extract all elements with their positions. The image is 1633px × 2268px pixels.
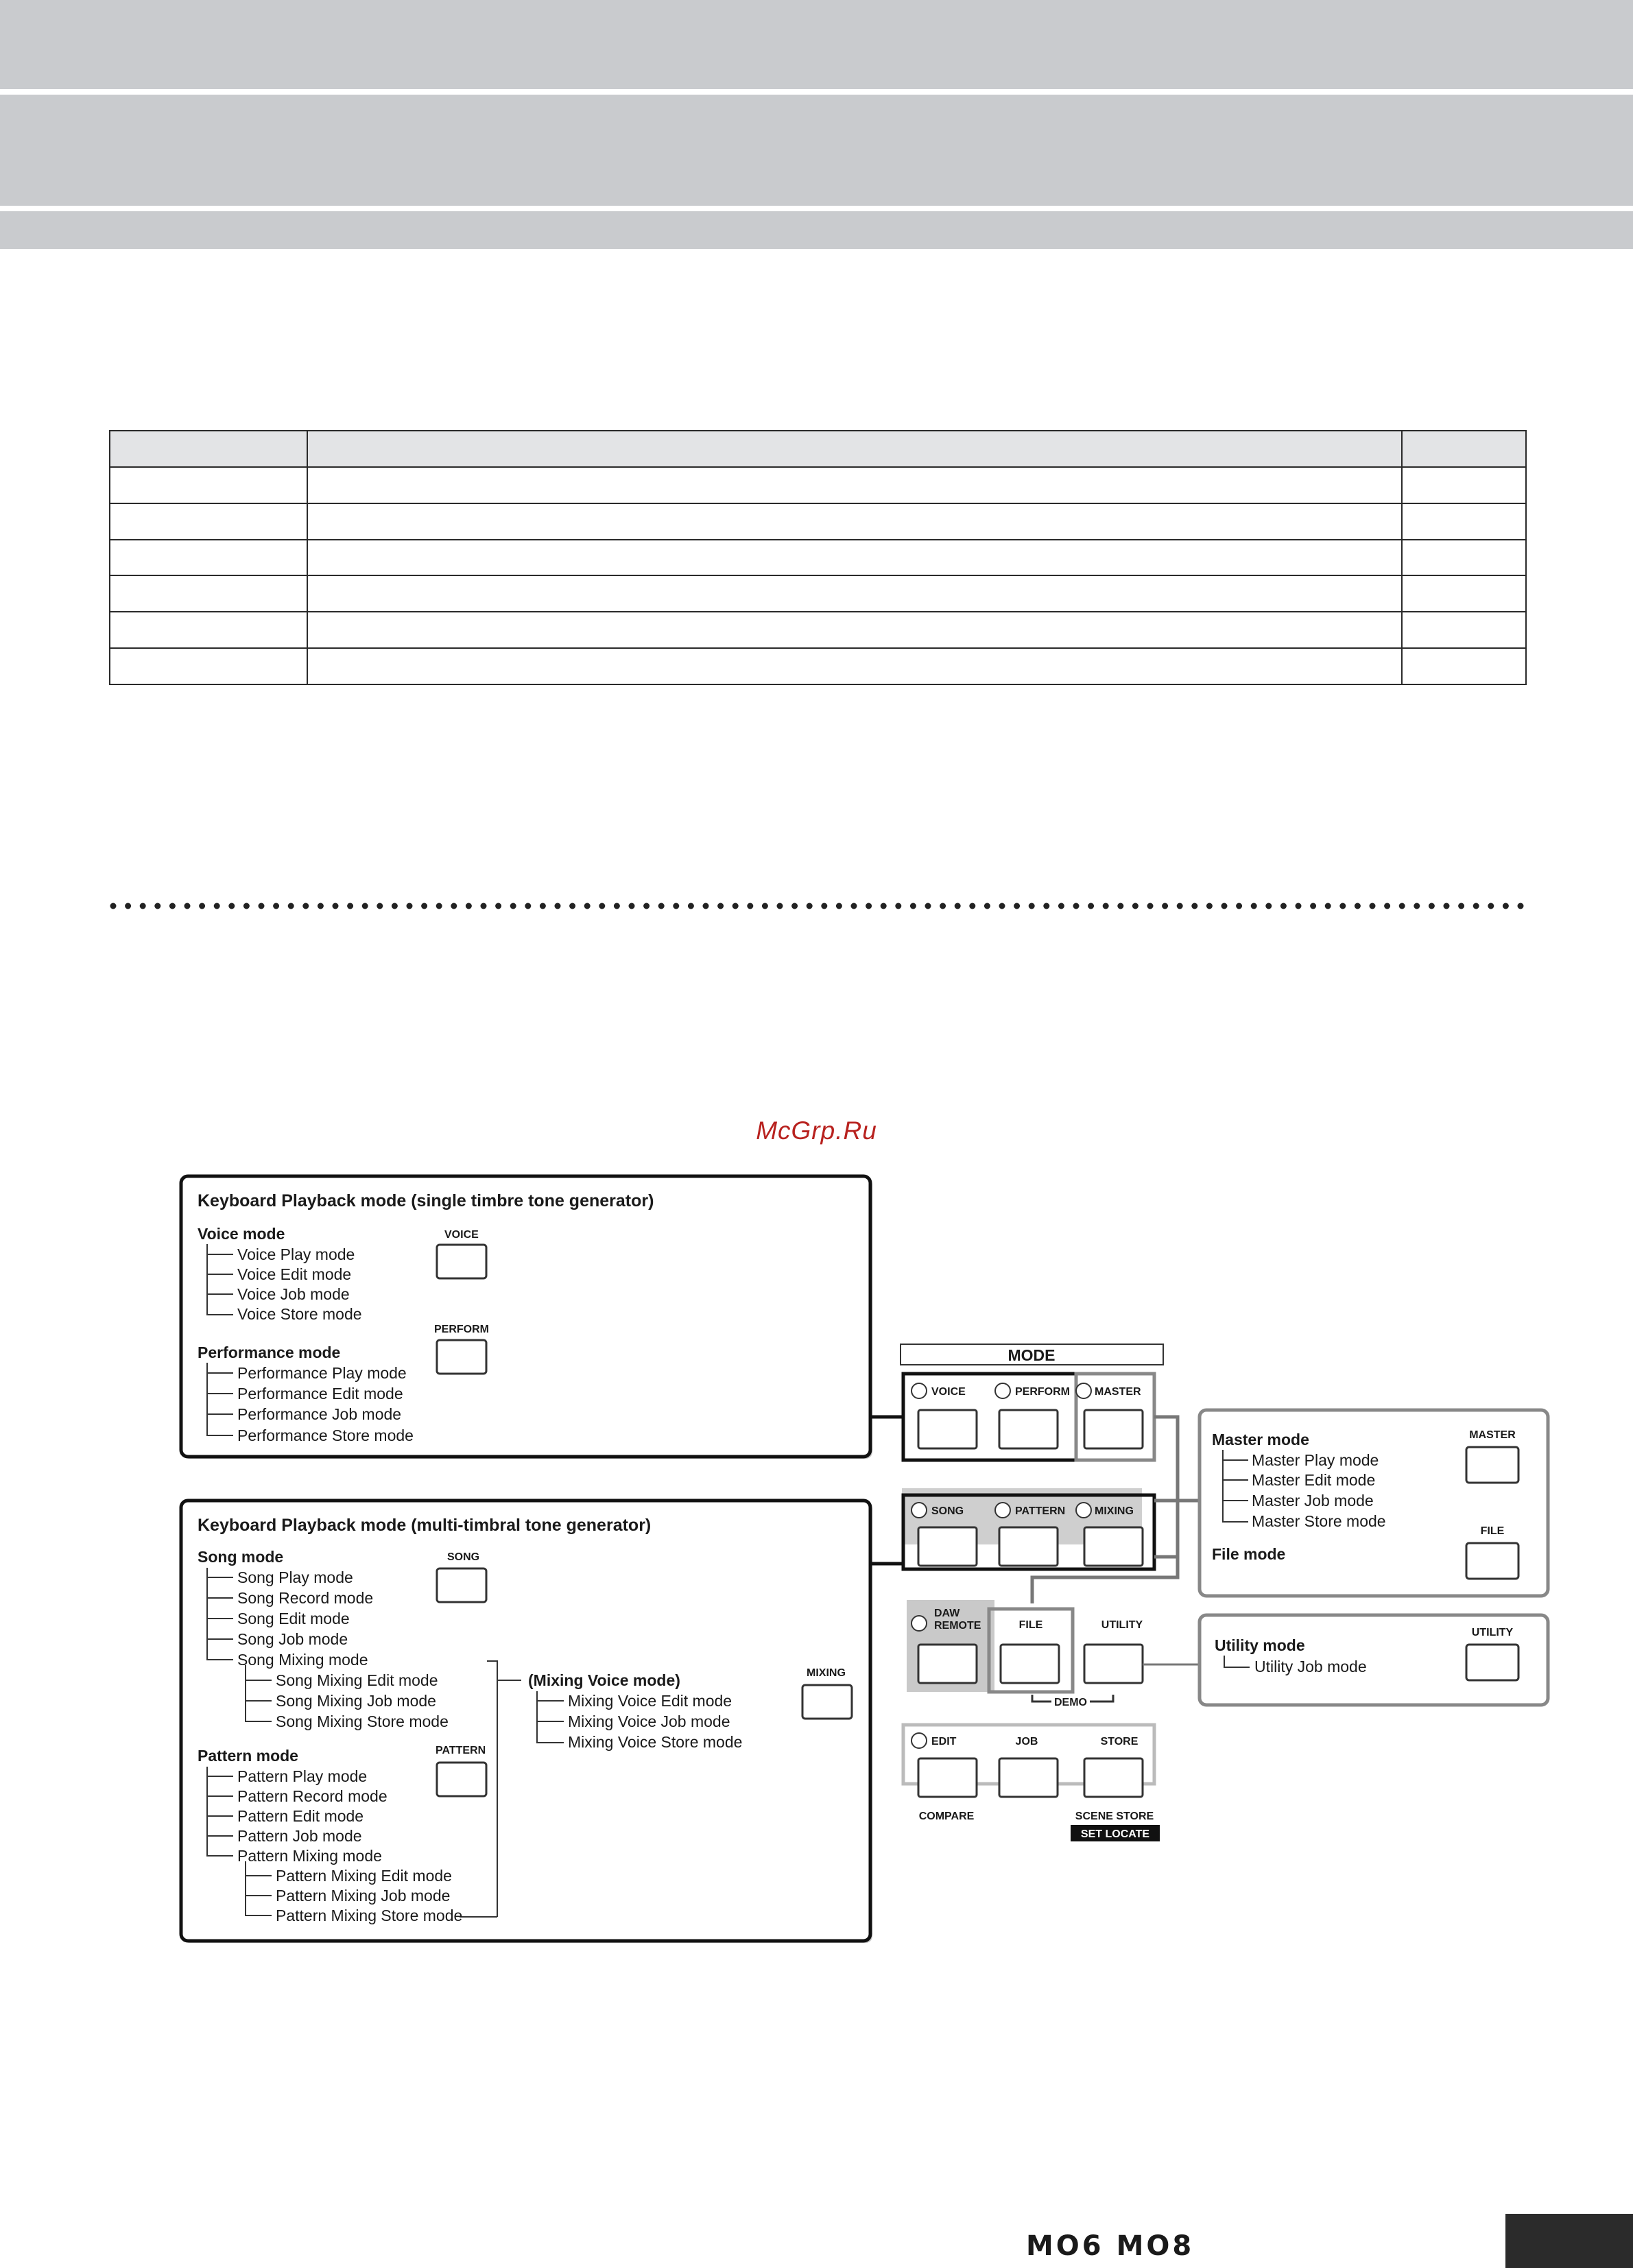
utility-job-item: Utility Job mode [1254, 1658, 1367, 1675]
panel-mixing-label: MIXING [1095, 1505, 1134, 1517]
mixing-voice-store-item: Mixing Voice Store mode [568, 1733, 743, 1751]
panel-song-button[interactable] [918, 1527, 977, 1566]
watermark-text: McGrp.Ru [756, 1117, 877, 1145]
panel-master-button[interactable] [1084, 1410, 1143, 1448]
voice-edit-item: Voice Edit mode [237, 1265, 352, 1283]
panel-file-label: FILE [1018, 1619, 1043, 1631]
panel-perform-button[interactable] [999, 1410, 1058, 1448]
pattern-edit-item: Pattern Edit mode [237, 1807, 364, 1825]
master-mode-heading: Master mode [1212, 1431, 1309, 1448]
song-mixing-item: Song Mixing mode [237, 1651, 368, 1669]
song-mixing-job-item: Song Mixing Job mode [276, 1692, 436, 1710]
master-box-button[interactable] [1466, 1447, 1518, 1483]
master-edit-item: Master Edit mode [1252, 1471, 1376, 1489]
panel-demo-label: DEMO [1054, 1697, 1087, 1708]
panel-edit-label: EDIT [931, 1736, 957, 1747]
dotted-divider [109, 899, 1525, 913]
page-tab [1505, 2214, 1633, 2268]
mixing-voice-job-item: Mixing Voice Job mode [568, 1712, 730, 1730]
performance-edit-item: Performance Edit mode [237, 1385, 403, 1402]
panel-utility-label: UTILITY [1101, 1619, 1143, 1631]
mode-label: MODE [1008, 1346, 1056, 1364]
panel-file-button[interactable] [1001, 1645, 1059, 1683]
panel-compare-label: COMPARE [918, 1811, 975, 1822]
header-band-top [0, 0, 1633, 89]
voice-button-label: VOICE [444, 1229, 479, 1241]
song-mixing-edit-item: Song Mixing Edit mode [276, 1671, 438, 1689]
panel-voice-button[interactable] [918, 1410, 977, 1448]
pattern-play-item: Pattern Play mode [237, 1767, 368, 1785]
master-store-item: Master Store mode [1252, 1512, 1386, 1530]
panel-pattern-label: PATTERN [1015, 1505, 1066, 1517]
voice-store-item: Voice Store mode [237, 1305, 362, 1323]
panel-perform-label: PERFORM [1015, 1386, 1070, 1398]
pattern-mixing-edit-item: Pattern Mixing Edit mode [276, 1867, 452, 1885]
panel-pattern-button[interactable] [999, 1527, 1058, 1566]
panel-daw-label-2: REMOTE [934, 1620, 981, 1632]
mixing-button[interactable] [802, 1685, 852, 1719]
performance-store-item: Performance Store mode [237, 1427, 414, 1444]
product-logo: MO6 MO8 [1026, 2230, 1195, 2262]
panel-job-label: JOB [1015, 1736, 1038, 1747]
song-job-item: Song Job mode [237, 1630, 348, 1648]
song-edit-item: Song Edit mode [237, 1610, 350, 1627]
panel-edit-button[interactable] [918, 1758, 977, 1797]
box2-title: Keyboard Playback mode (multi-timbral tone generator) [198, 1516, 652, 1535]
master-box-button-label: MASTER [1469, 1429, 1516, 1441]
master-job-item: Master Job mode [1252, 1492, 1374, 1509]
mode-diagram [165, 1166, 1564, 1948]
panel-scene-store-label: SCENE STORE [1075, 1811, 1154, 1822]
panel-master-label: MASTER [1095, 1386, 1141, 1398]
panel-mixing-button[interactable] [1084, 1527, 1143, 1566]
panel-job-button[interactable] [999, 1758, 1058, 1797]
panel-daw-remote-button[interactable] [918, 1645, 977, 1683]
header-band-middle [0, 95, 1633, 206]
panel-set-locate-label: SET LOCATE [1080, 1828, 1150, 1840]
pattern-button[interactable] [437, 1763, 486, 1796]
header-band-bottom [0, 211, 1633, 249]
file-mode-heading: File mode [1212, 1545, 1286, 1563]
pattern-mixing-job-item: Pattern Mixing Job mode [276, 1887, 451, 1905]
panel-store-button[interactable] [1084, 1758, 1143, 1797]
performance-play-item: Performance Play mode [237, 1364, 407, 1382]
voice-mode-heading: Voice mode [198, 1225, 285, 1243]
table-row [110, 612, 1526, 648]
song-play-item: Song Play mode [237, 1568, 353, 1586]
perform-button[interactable] [437, 1340, 486, 1374]
utility-mode-heading: Utility mode [1215, 1636, 1305, 1654]
table-row [110, 540, 1526, 576]
pattern-job-item: Pattern Job mode [237, 1827, 362, 1845]
mixing-voice-heading: (Mixing Voice mode) [528, 1671, 680, 1689]
pattern-mixing-store-item: Pattern Mixing Store mode [276, 1907, 463, 1924]
song-mode-heading: Song mode [198, 1548, 284, 1566]
pattern-record-item: Pattern Record mode [237, 1787, 388, 1805]
voice-play-item: Voice Play mode [237, 1245, 355, 1263]
panel-utility-button[interactable] [1084, 1645, 1143, 1683]
song-button-label: SONG [447, 1551, 480, 1563]
table-row [110, 575, 1526, 612]
table-header-row [110, 431, 1526, 467]
song-record-item: Song Record mode [237, 1589, 374, 1607]
song-mixing-store-item: Song Mixing Store mode [276, 1712, 449, 1730]
voice-button[interactable] [437, 1245, 486, 1278]
utility-box-button[interactable] [1466, 1645, 1518, 1680]
performance-mode-heading: Performance mode [198, 1344, 341, 1361]
file-box-button-label: FILE [1480, 1525, 1505, 1537]
table-row [110, 467, 1526, 503]
panel-store-label: STORE [1100, 1736, 1139, 1747]
table-row [110, 503, 1526, 540]
master-play-item: Master Play mode [1252, 1451, 1379, 1469]
panel-daw-label-1: DAW [934, 1608, 960, 1619]
voice-job-item: Voice Job mode [237, 1285, 350, 1303]
pattern-mixing-item: Pattern Mixing mode [237, 1847, 382, 1865]
mixing-button-label: MIXING [807, 1667, 846, 1679]
empty-table [109, 430, 1527, 685]
performance-job-item: Performance Job mode [237, 1405, 402, 1423]
panel-song-label: SONG [931, 1505, 964, 1517]
table-row [110, 648, 1526, 684]
panel-voice-label: VOICE [931, 1386, 966, 1398]
song-button[interactable] [437, 1568, 486, 1602]
box1-title: Keyboard Playback mode (single timbre tone generator) [198, 1191, 654, 1210]
perform-button-label: PERFORM [434, 1324, 489, 1335]
utility-box-button-label: UTILITY [1471, 1627, 1514, 1638]
pattern-mode-heading: Pattern mode [198, 1747, 298, 1765]
pattern-button-label: PATTERN [436, 1745, 486, 1756]
mixing-voice-edit-item: Mixing Voice Edit mode [568, 1692, 732, 1710]
file-box-button[interactable] [1466, 1543, 1518, 1579]
